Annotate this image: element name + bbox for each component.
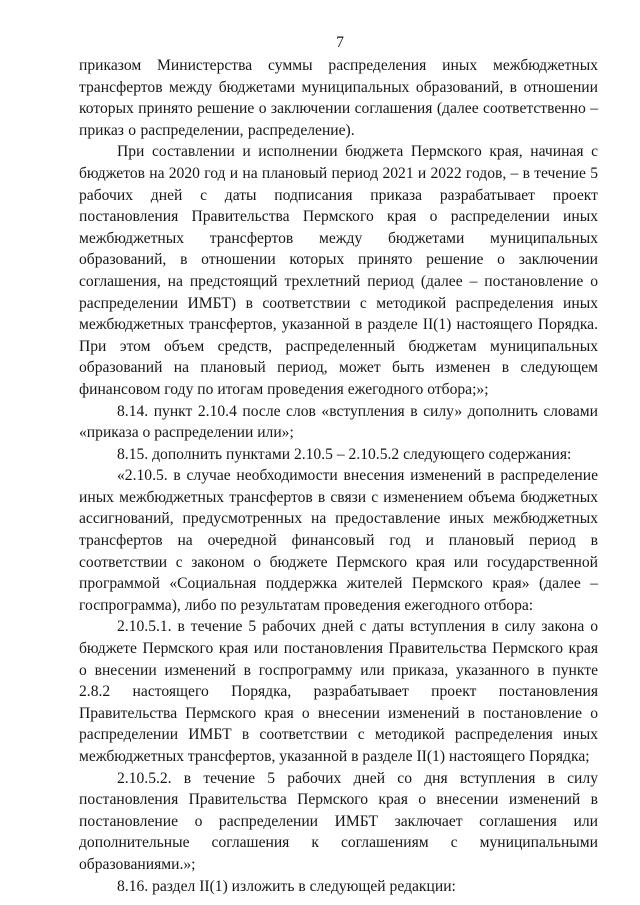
paragraph-budget-preparation: При составлении и исполнении бюджета Пермского края, начиная с бюджетов на 2020 год и на плановый период 2021 и 2022 годов, – в течение 5 рабочих дней с даты подписания приказа разрабатывает проект постановления Правительства Пермского края о распределении иных межбюджетных трансфертов между бюджетами муниципальных образований, в отношении которых принято решение о заключении соглашения, на предстоящий трехлетний период (далее – постановление о распределении ИМБТ) в соответствии с методикой распределения иных межбюджетных трансфертов, указанной в разделе II(1) настоящего Порядка. При этом объем средств, распределенный бюджетам муниципальных образований на плановый период, может быть изменен в следующем финансовом году по итогам проведения ежегодного отбора;»; bbox=[79, 143, 598, 398]
paragraph-8-14: 8.14. пункт 2.10.4 после слов «вступления в силу» дополнить словами «приказа о распределении или»; bbox=[79, 402, 598, 442]
paragraph-8-15: 8.15. дополнить пунктами 2.10.5 – 2.10.5.2 следующего содержания: bbox=[117, 445, 572, 463]
paragraph-2-10-5-2: 2.10.5.2. в течение 5 рабочих дней со дня вступления в силу постановления Правительства Пермского края о внесении изменений в постановление о распределении ИМБТ заключает соглашения или дополнительные соглашения к соглашениям с муниципальными образованиями.»; bbox=[79, 769, 598, 873]
paragraph-2-10-5-1: 2.10.5.1. в течение 5 рабочих дней с даты вступления в силу закона о бюджете Пермского края или постановления Правительства Пермского края о внесении изменений в госпрограмму или приказа, указанного в пункте 2.8.2 настоящего Порядка, разрабатывает проект постановления Правительства Пермского края о внесении изменений в постановление о распределении ИМБТ в соответствии с методикой распределения иных межбюджетных трансфертов, указанной в разделе II(1) настоящего Порядка; bbox=[79, 618, 598, 765]
paragraph-8-16: 8.16. раздел II(1) изложить в следующей редакции: bbox=[117, 877, 456, 895]
document-body bbox=[79, 55, 598, 897]
paragraph-2-10-5: «2.10.5. в случае необходимости внесения изменений в распределение иных межбюджетных трансфертов в связи с изменением объема бюджетных ассигнований, предусмотренных на предоставление иных межбюджетных трансфертов на очередной финансовый год и плановый период в соответствии с законом о бюджете Пермского края или государственной программой «Социальная поддержка жителей Пермского края» (далее – госпрограмма), либо по результатам проведения ежегодного отбора: bbox=[79, 467, 598, 614]
page-number: 7 bbox=[336, 34, 344, 51]
paragraph-continuation: приказом Министерства суммы распределения иных межбюджетных трансфертов между бюджетами муниципальных образований, в отношении которых принято решение о заключении соглашения (далее соответственно – приказ о распределении, распределение). bbox=[79, 57, 598, 139]
